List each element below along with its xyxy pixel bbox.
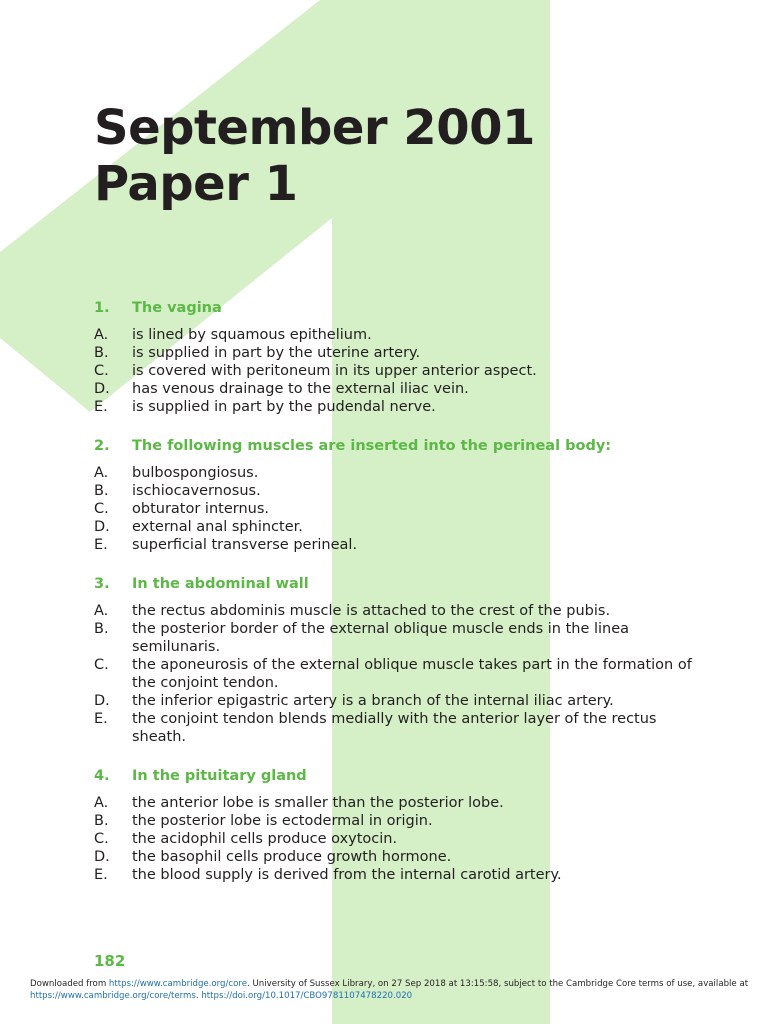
option-text: external anal sphincter.: [132, 519, 303, 535]
question-4: [94, 764, 694, 884]
option-letter: B.: [94, 621, 109, 637]
option-list: [94, 602, 694, 746]
option-letter: A.: [94, 603, 109, 619]
option-text: the posterior border of the external oblique muscle ends in the linea semilunaris.: [132, 621, 630, 655]
option-item: [94, 326, 694, 344]
option-text: is lined by squamous epithelium.: [132, 327, 372, 343]
question-title: In the abdominal wall: [132, 576, 309, 592]
terms-link[interactable]: https://www.cambridge.org/core/terms: [30, 991, 196, 1001]
option-item: [94, 536, 694, 554]
option-letter: C.: [94, 501, 109, 517]
footer-prefix: Downloaded from: [30, 979, 109, 989]
option-list: [94, 464, 694, 554]
option-text: the basophil cells produce growth hormone.: [132, 849, 452, 865]
download-footer: [30, 978, 750, 1002]
cambridge-core-link[interactable]: https://www.cambridge.org/core: [108, 979, 248, 989]
page-number: 182: [94, 952, 126, 970]
option-letter: A.: [94, 465, 109, 481]
question-number: 2.: [94, 438, 110, 454]
option-letter: E.: [94, 711, 108, 727]
option-letter: B.: [94, 813, 109, 829]
option-text: the blood supply is derived from the internal carotid artery.: [132, 867, 562, 883]
option-item: [94, 848, 694, 866]
option-letter: D.: [94, 519, 110, 535]
option-text: the rectus abdominis muscle is attached to the crest of the pubis.: [132, 603, 611, 619]
option-text: has venous drainage to the external iliac vein.: [132, 381, 469, 397]
option-text: is supplied in part by the uterine artery.: [132, 345, 421, 361]
option-item: [94, 464, 694, 482]
option-letter: E.: [94, 537, 108, 553]
option-item: [94, 794, 694, 812]
option-letter: A.: [94, 327, 109, 343]
option-letter: C.: [94, 363, 109, 379]
question-heading: [94, 434, 694, 458]
option-item: [94, 398, 694, 416]
option-item: [94, 812, 694, 830]
doi-link[interactable]: https://doi.org/10.1017/CBO9781107478220.020: [201, 991, 413, 1001]
option-item: [94, 344, 694, 362]
question-title: The following muscles are inserted into the perineal body:: [132, 438, 612, 454]
option-letter: D.: [94, 381, 110, 397]
option-item: [94, 866, 694, 884]
option-text: the conjoint tendon blends medially with the anterior layer of the rectus sheath.: [132, 711, 657, 745]
question-1: [94, 296, 694, 416]
option-item: [94, 830, 694, 848]
option-text: the anterior lobe is smaller than the posterior lobe.: [132, 795, 504, 811]
option-text: bulbospongiosus.: [132, 465, 259, 481]
option-text: the aponeurosis of the external oblique muscle takes part in the formation of the conjoint tendon.: [132, 657, 692, 691]
option-list: [94, 326, 694, 416]
option-item: [94, 692, 694, 710]
page-title: [94, 100, 535, 212]
question-3: [94, 572, 694, 746]
option-text: the posterior lobe is ectodermal in origin.: [132, 813, 433, 829]
question-number: 4.: [94, 768, 110, 784]
footer-separator: .: [195, 991, 202, 1001]
option-letter: C.: [94, 831, 109, 847]
option-item: [94, 362, 694, 380]
title-line-2: Paper 1: [94, 156, 298, 212]
question-heading: [94, 572, 694, 596]
option-letter: A.: [94, 795, 109, 811]
option-item: [94, 380, 694, 398]
question-title: In the pituitary gland: [132, 768, 307, 784]
question-title: The vagina: [132, 300, 222, 316]
option-text: is supplied in part by the pudendal nerve.: [132, 399, 436, 415]
option-item: [94, 602, 694, 620]
option-letter: D.: [94, 693, 110, 709]
question-number: 3.: [94, 576, 110, 592]
option-item: [94, 710, 694, 746]
option-text: the inferior epigastric artery is a branch of the internal iliac artery.: [132, 693, 614, 709]
option-letter: B.: [94, 345, 109, 361]
option-item: [94, 482, 694, 500]
question-list: [94, 296, 694, 902]
option-list: [94, 794, 694, 884]
question-number: 1.: [94, 300, 110, 316]
option-item: [94, 656, 694, 692]
option-text: ischiocavernosus.: [132, 483, 261, 499]
title-line-1: September 2001: [94, 100, 535, 156]
option-item: [94, 518, 694, 536]
option-letter: D.: [94, 849, 110, 865]
footer-middle-text: . University of Sussex Library, on 27 Sep 2018 at 13:15:58, subject to the Cambridge Core terms of use, available at: [247, 979, 749, 989]
question-heading: [94, 764, 694, 788]
option-letter: E.: [94, 399, 108, 415]
option-text: is covered with peritoneum in its upper anterior aspect.: [132, 363, 537, 379]
option-text: the acidophil cells produce oxytocin.: [132, 831, 398, 847]
option-letter: C.: [94, 657, 109, 673]
question-heading: [94, 296, 694, 320]
option-text: obturator internus.: [132, 501, 269, 517]
option-letter: B.: [94, 483, 109, 499]
option-item: [94, 500, 694, 518]
option-letter: E.: [94, 867, 108, 883]
option-item: [94, 620, 694, 656]
question-2: [94, 434, 694, 554]
option-text: superficial transverse perineal.: [132, 537, 358, 553]
